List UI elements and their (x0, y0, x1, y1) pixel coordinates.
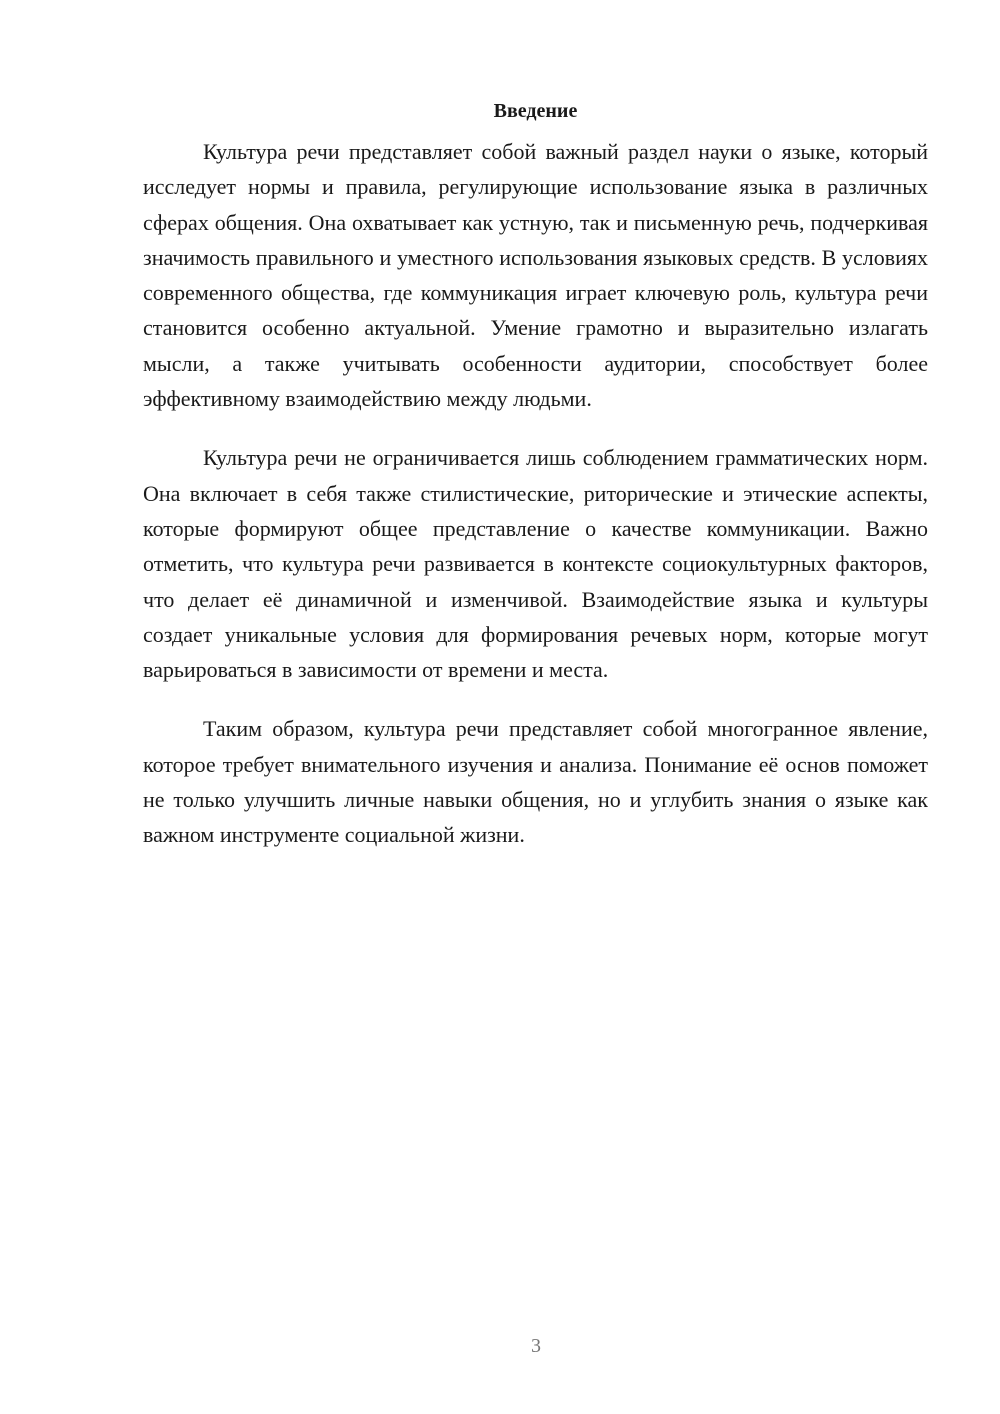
paragraph-1: Культура речи представляет собой важный раздел науки о языке, который исследует нормы и правила, регулирующие использование языка в различных сферах общения. Она охватывает как устную, так и письменную речь, подчеркивая значимость правильного и уместного использования языковых средств. В условиях современного общества, где коммуникация играет ключевую роль, культура речи становится особенно актуальной. Умение грамотно и выразительно излагать мысли, а также учитывать особенности аудитории, способствует более эффективному взаимодействию между людьми. (143, 139, 928, 412)
page-number: 3 (531, 1335, 541, 1357)
paragraph-2: Культура речи не ограничивается лишь соблюдением грамматических норм. Она включает в себя также стилистические, риторические и этические аспекты, которые формируют общее представление о качестве коммуникации. Важно отметить, что культура речи развивается в контексте социокультурных факторов, что делает её динамичной и изменчивой. Взаимодействие языка и культуры создает уникальные условия для формирования речевых норм, которые могут варьироваться в зависимости от времени и места. (143, 445, 928, 683)
page-content (143, 96, 928, 877)
section-heading: Введение (493, 100, 578, 122)
paragraph-3: Таким образом, культура речи представляет собой многогранное явление, которое требует внимательного изучения и анализа. Понимание её основ поможет не только улучшить личные навыки общения, но и углубить знания о языке как важном инструменте социальной жизни. (143, 716, 928, 848)
